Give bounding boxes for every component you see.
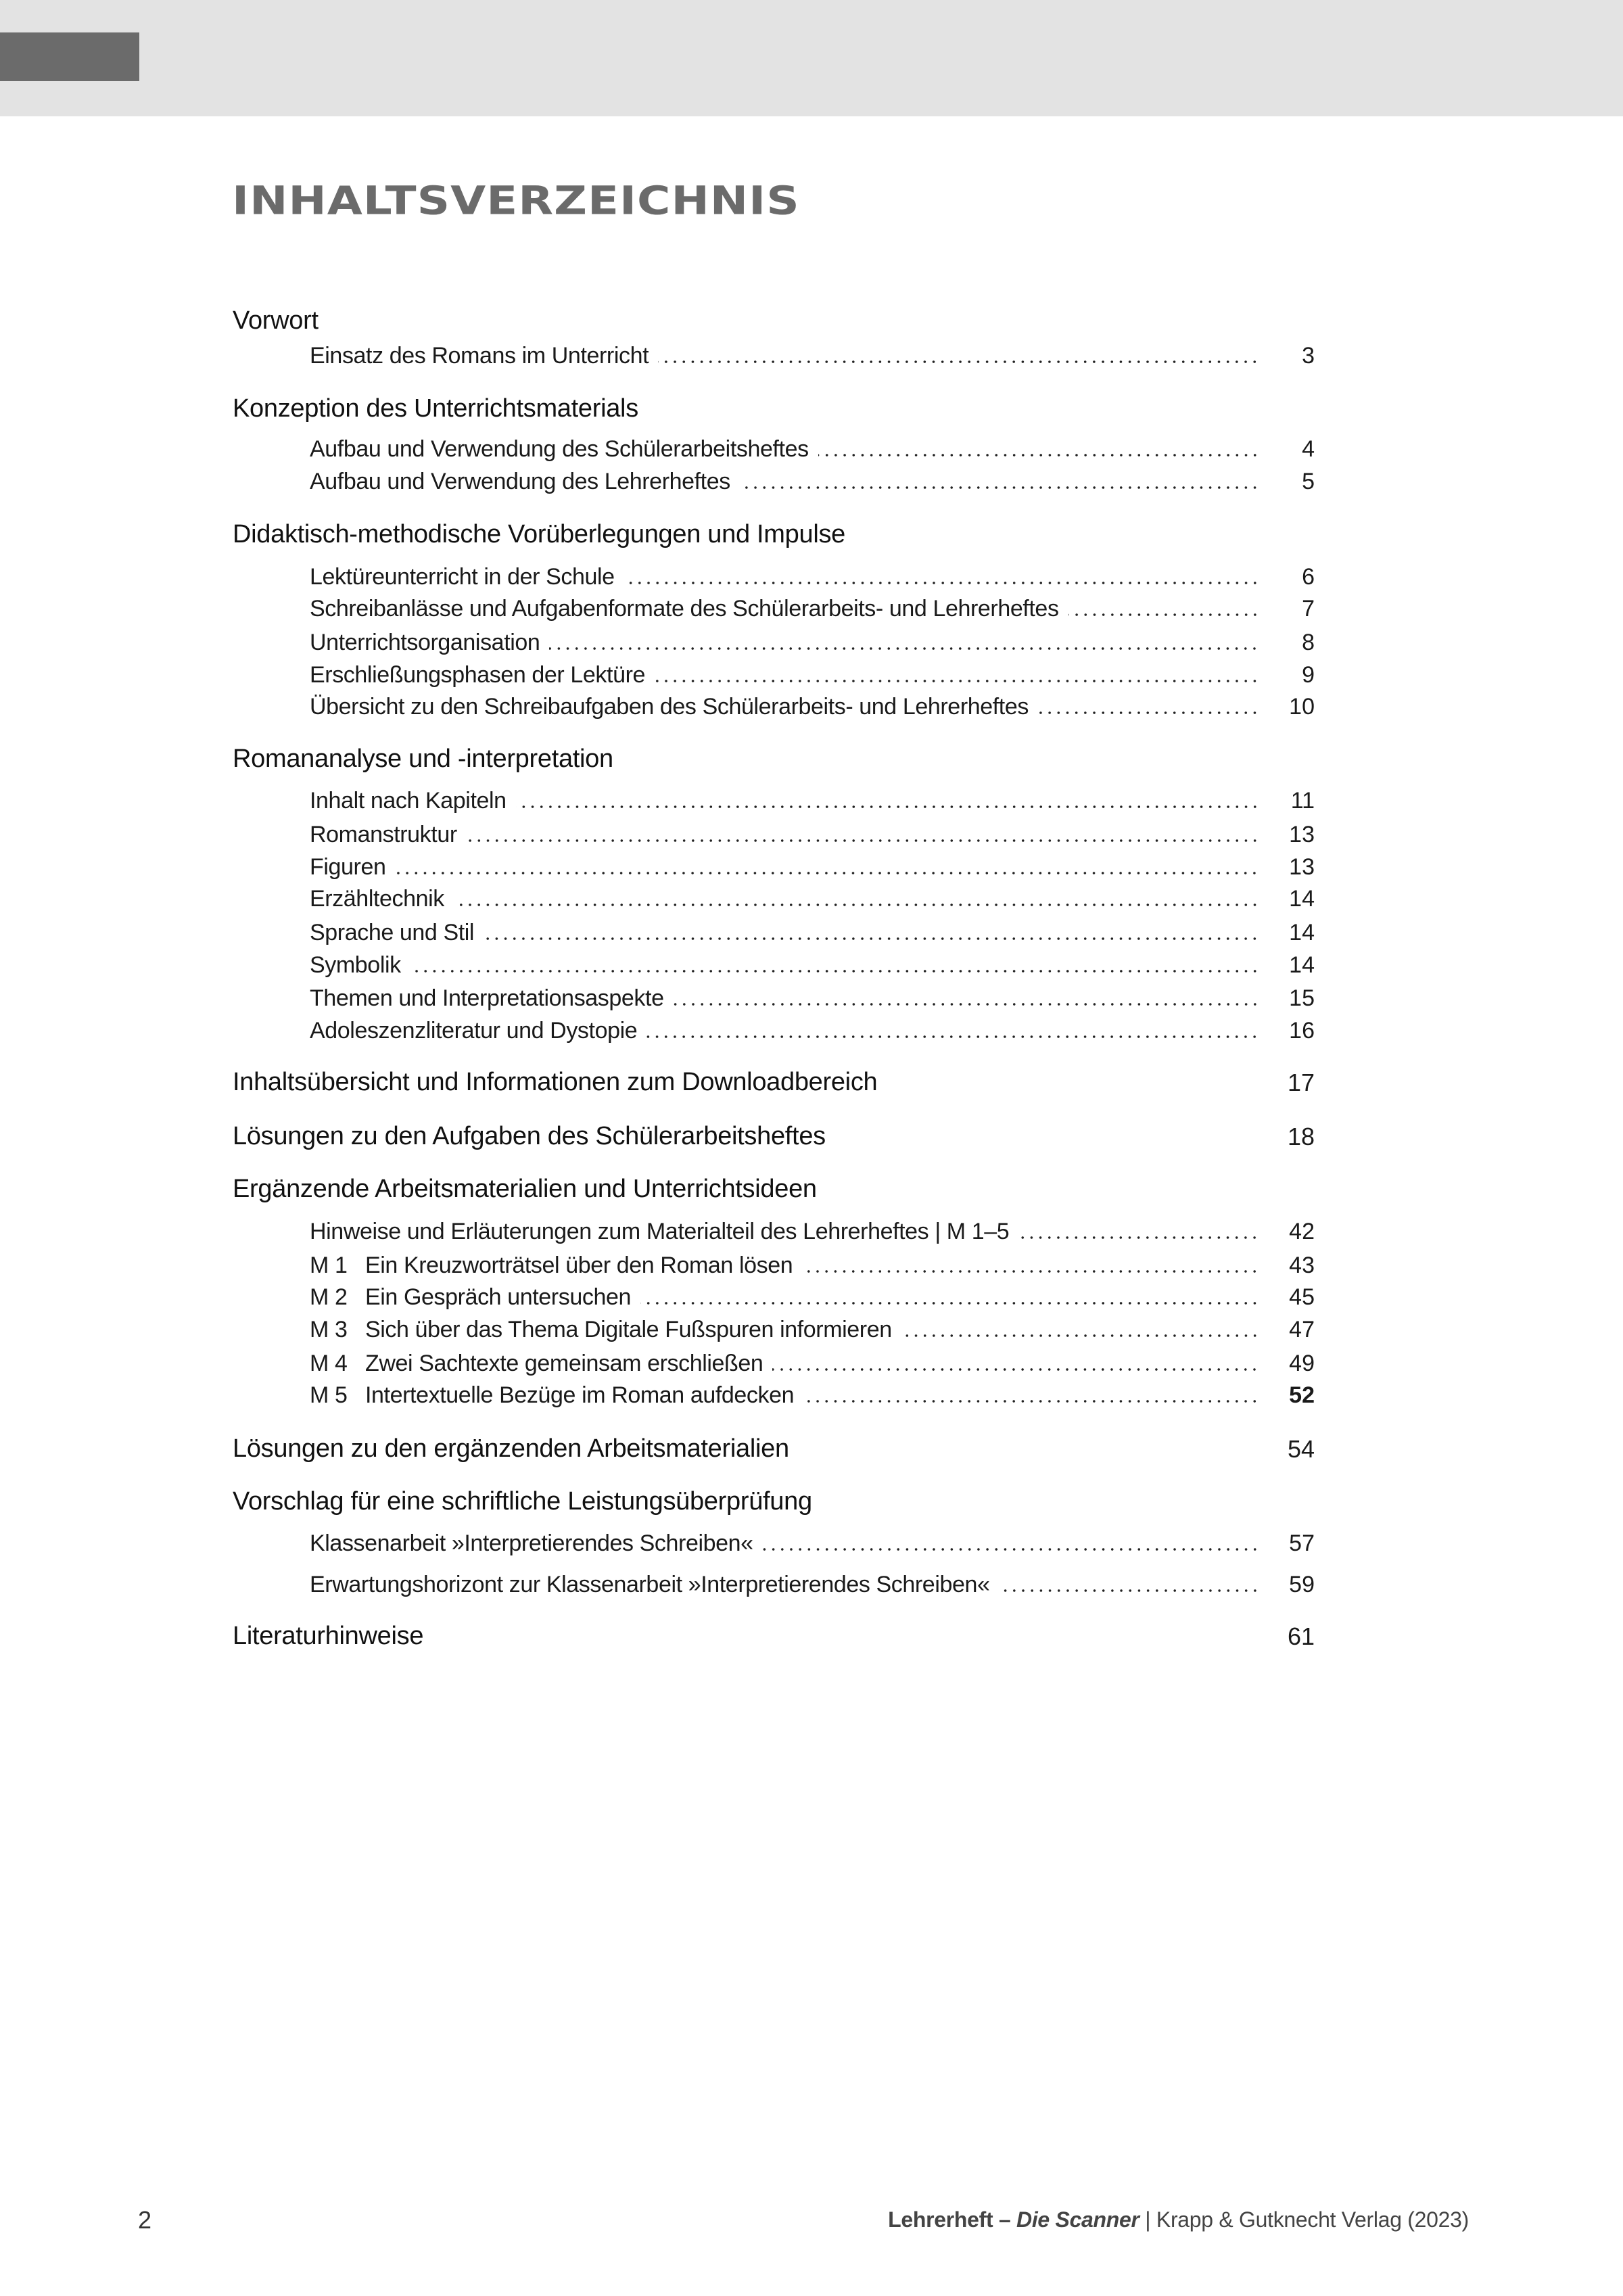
toc-entry[interactable] (310, 1213, 1315, 1245)
entry-page-number: 13 (1289, 854, 1315, 880)
entry-title: Einsatz des Romans im Unterricht (310, 343, 649, 369)
entry-label (310, 1252, 793, 1279)
entry-title: Aufbau und Verwendung des Schülerarbeitsheftes (310, 436, 809, 462)
toc-entry[interactable] (310, 946, 1315, 979)
entry-title: Erwartungshorizont zur Klassenarbeit »Interpretierendes Schreiben« (310, 1572, 990, 1597)
entry-label (310, 469, 730, 495)
section-page-number: 61 (1287, 1622, 1315, 1650)
dot-leader (803, 1400, 1259, 1403)
entry-title: Zwei Sachtexte gemeinsam erschließen (365, 1351, 763, 1376)
entry-page-number: 10 (1289, 694, 1315, 720)
toc-entry[interactable] (310, 337, 1315, 369)
dot-leader (740, 486, 1259, 489)
entry-page-number: 59 (1289, 1572, 1315, 1597)
entry-page-number: 14 (1289, 952, 1315, 978)
entry-label (310, 985, 664, 1012)
page-title: INHALTSVERZEICHNIS (232, 177, 800, 224)
toc-entry[interactable] (310, 1246, 1315, 1279)
entry-label (310, 1219, 1009, 1245)
dot-leader (395, 872, 1259, 874)
entry-title: Hinweise und Erläuterungen zum Materialteil des Lehrerheftes | M 1–5 (310, 1219, 1010, 1244)
footer-series: Lehrerheft (888, 2207, 993, 2232)
section-page-number: 54 (1287, 1435, 1315, 1463)
toc-entry[interactable] (310, 1344, 1315, 1377)
toc-entry[interactable] (310, 624, 1315, 656)
toc-section-heading[interactable] (233, 1431, 1315, 1463)
entry-title: Figuren (310, 854, 386, 880)
entry-title: Ein Gespräch untersuchen (365, 1284, 631, 1310)
section-title: Literaturhinweise (233, 1622, 424, 1650)
toc-section-heading[interactable] (233, 303, 1315, 335)
dot-leader (624, 582, 1259, 584)
entry-title: Lektüreunterricht in der Schule (310, 564, 615, 590)
dot-leader (640, 1302, 1259, 1305)
entry-label (310, 662, 645, 688)
entry-title: Klassenarbeit »Interpretierendes Schreiben« (310, 1530, 753, 1556)
toc-entry[interactable] (310, 463, 1315, 495)
entry-label (310, 436, 809, 463)
entry-title: Romanstruktur (310, 822, 457, 847)
material-code: M 5 (310, 1382, 348, 1408)
toc-entry[interactable] (310, 782, 1315, 814)
dot-leader (484, 937, 1259, 940)
entry-label (310, 1572, 990, 1598)
entry-page-number: 45 (1289, 1284, 1315, 1310)
toc-section-heading[interactable] (233, 517, 1315, 549)
entry-title: Erschließungsphasen der Lektüre (310, 662, 646, 688)
entry-title: Sprache und Stil (310, 920, 475, 945)
entry-page-number: 3 (1302, 343, 1315, 369)
entry-label (310, 596, 1059, 622)
toc-entry[interactable] (310, 688, 1315, 720)
toc-entry[interactable] (310, 558, 1315, 590)
toc-section-heading[interactable] (233, 1064, 1315, 1097)
material-code: M 3 (310, 1317, 348, 1342)
entry-label (310, 854, 385, 881)
entry-label (310, 822, 457, 848)
dot-leader (655, 680, 1259, 682)
section-title: Vorwort (233, 306, 319, 335)
entry-page-number: 52 (1289, 1382, 1315, 1408)
material-code: M 1 (310, 1252, 348, 1278)
toc-entry[interactable] (310, 914, 1315, 946)
entry-title: Sich über das Thema Digitale Fußspuren informieren (365, 1317, 892, 1342)
entry-label (310, 920, 474, 946)
entry-page-number: 42 (1289, 1219, 1315, 1244)
dot-leader (454, 904, 1259, 906)
entry-title: Aufbau und Verwendung des Lehrerheftes (310, 469, 730, 494)
toc-entry[interactable] (310, 1278, 1315, 1311)
toc-entry[interactable] (310, 848, 1315, 881)
section-title: Konzeption des Unterrichtsmaterials (233, 394, 638, 423)
entry-page-number: 43 (1289, 1252, 1315, 1278)
toc-section-heading[interactable] (233, 1171, 1315, 1204)
toc-entry[interactable] (310, 1376, 1315, 1409)
entry-title: Adoleszenzliteratur und Dystopie (310, 1018, 638, 1044)
footer-publisher: | Krapp & Gutknecht Verlag (2023) (1145, 2207, 1469, 2232)
entry-label (310, 694, 1029, 720)
footer-credit (888, 2207, 1469, 2232)
dot-leader (1018, 1236, 1259, 1239)
entry-label (310, 1284, 631, 1311)
dot-leader (646, 1035, 1259, 1038)
dot-leader (516, 805, 1259, 808)
section-title: Lösungen zu den ergänzenden Arbeitsmaterialien (233, 1434, 789, 1463)
dot-leader (901, 1334, 1259, 1337)
toc-section-heading[interactable] (233, 391, 1315, 423)
entry-page-number: 4 (1302, 436, 1315, 462)
section-title: Didaktisch-methodische Vorüberlegungen und Impulse (233, 520, 845, 548)
toc-entry[interactable] (310, 1566, 1315, 1598)
entry-page-number: 11 (1290, 788, 1315, 814)
entry-label (310, 1317, 892, 1343)
entry-page-number: 5 (1302, 469, 1315, 494)
toc-section-heading[interactable] (233, 1119, 1315, 1151)
entry-title: Themen und Interpretationsaspekte (310, 985, 664, 1011)
entry-title: Übersicht zu den Schreibaufgaben des Schülerarbeits- und Lehrerheftes (310, 694, 1029, 720)
footer-book-title: Die Scanner (1016, 2207, 1139, 2232)
dot-leader (1038, 711, 1259, 714)
entry-page-number: 9 (1302, 662, 1315, 688)
dot-leader (658, 360, 1259, 363)
entry-page-number: 16 (1289, 1018, 1315, 1044)
toc-section-heading[interactable] (233, 1484, 1315, 1516)
toc-entry[interactable] (310, 1012, 1315, 1044)
entry-label (310, 564, 615, 590)
toc-entry[interactable] (310, 816, 1315, 848)
section-title: Ergänzende Arbeitsmaterialien und Unterrichtsideen (233, 1175, 817, 1203)
toc-entry[interactable] (310, 880, 1315, 912)
dot-leader (467, 839, 1259, 842)
entry-page-number: 57 (1289, 1530, 1315, 1556)
entry-label (310, 343, 649, 369)
dot-leader (410, 970, 1259, 973)
material-code: M 2 (310, 1284, 348, 1310)
dot-leader (763, 1548, 1259, 1551)
section-title: Lösungen zu den Aufgaben des Schülerarbeitsheftes (233, 1122, 826, 1150)
dot-leader (1068, 613, 1259, 616)
section-title: Inhaltsübersicht und Informationen zum Downloadbereich (233, 1068, 878, 1096)
entry-label (310, 1351, 763, 1377)
entry-title: Inhalt nach Kapiteln (310, 788, 507, 814)
entry-title: Unterrichtsorganisation (310, 630, 540, 655)
entry-title: Ein Kreuzworträtsel über den Roman lösen (365, 1252, 793, 1278)
toc-entry[interactable] (310, 656, 1315, 688)
footer-dash: – (998, 2207, 1011, 2232)
entry-title: Symbolik (310, 952, 401, 978)
entry-label (310, 886, 444, 912)
entry-page-number: 14 (1289, 886, 1315, 912)
dot-leader (999, 1589, 1259, 1592)
dot-leader (772, 1368, 1259, 1371)
footer-page-number: 2 (138, 2206, 152, 2234)
dot-leader (818, 454, 1259, 456)
section-page-number: 18 (1287, 1123, 1315, 1150)
dot-leader (674, 1003, 1259, 1006)
toc-section-heading[interactable] (233, 1618, 1315, 1651)
section-title: Romananalyse und -interpretation (233, 745, 613, 773)
entry-page-number: 47 (1289, 1317, 1315, 1342)
toc-entry[interactable] (310, 1524, 1315, 1557)
section-title: Vorschlag für eine schriftliche Leistungsüberprüfung (233, 1487, 812, 1516)
toc-section-heading[interactable] (233, 741, 1315, 774)
toc-entry[interactable] (310, 430, 1315, 463)
toc-entry[interactable] (310, 1311, 1315, 1343)
entry-page-number: 8 (1302, 630, 1315, 655)
entry-page-number: 14 (1289, 920, 1315, 945)
entry-title: Erzähltechnik (310, 886, 444, 912)
entry-label (310, 1018, 637, 1044)
dot-leader (549, 647, 1259, 650)
entry-page-number: 6 (1302, 564, 1315, 590)
entry-title: Schreibanlässe und Aufgabenformate des Schülerarbeits- und Lehrerheftes (310, 596, 1059, 622)
dot-leader (802, 1270, 1259, 1273)
entry-page-number: 49 (1289, 1351, 1315, 1376)
entry-page-number: 13 (1289, 822, 1315, 847)
entry-label (310, 1382, 794, 1409)
entry-page-number: 15 (1289, 985, 1315, 1011)
toc-entry[interactable] (310, 979, 1315, 1012)
entry-label (310, 952, 401, 979)
entry-label (310, 788, 507, 814)
entry-title: Intertextuelle Bezüge im Roman aufdecken (365, 1382, 795, 1408)
section-page-number: 17 (1287, 1069, 1315, 1096)
toc-entry[interactable] (310, 590, 1315, 622)
entry-page-number: 7 (1302, 596, 1315, 622)
entry-label (310, 1530, 753, 1557)
material-code: M 4 (310, 1351, 348, 1376)
entry-label (310, 630, 540, 656)
